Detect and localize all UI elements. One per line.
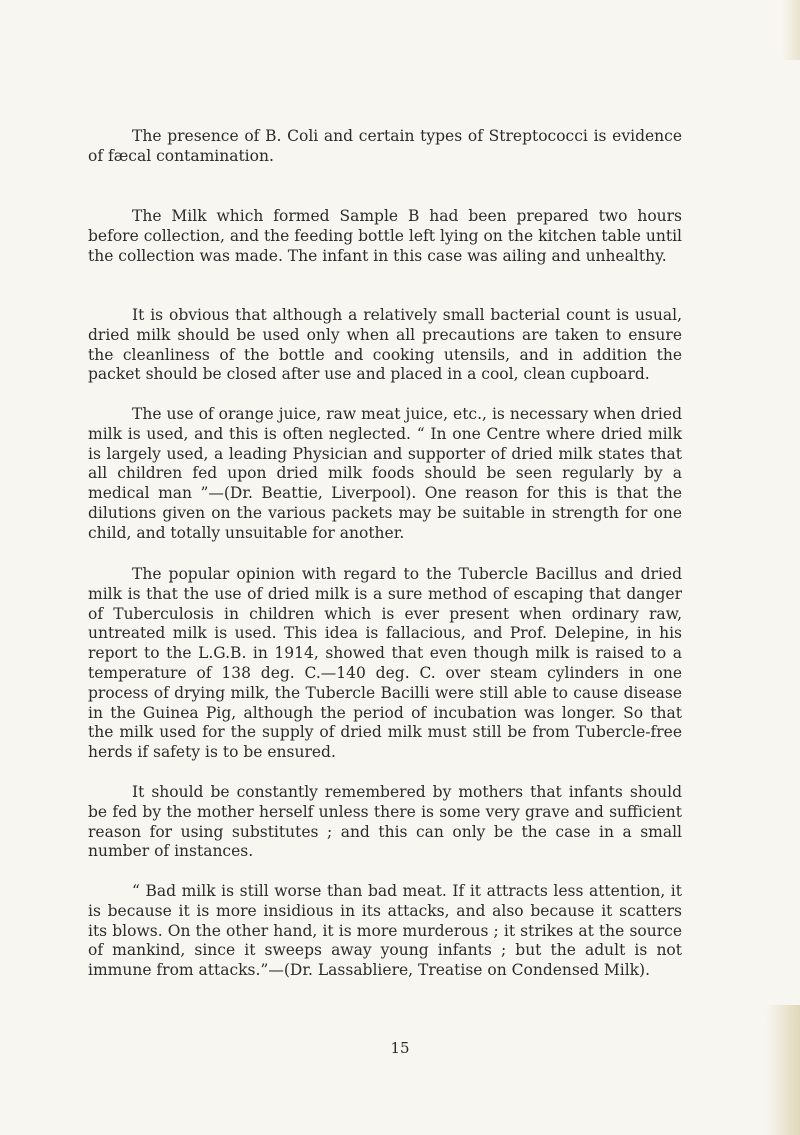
paragraph-mothers: It should be constantly remembered by mothers that infants should be fed by the mother herself unless there is some very grave and sufficient reason for using substitutes ; and this can only be the case in a small number of instances. — [88, 783, 682, 861]
paragraph-precautions: It is obvious that although a relatively small bacterial count is usual, dried milk should be used only when all precautions are taken to ensure the cleanliness of the bottle and cooking utensils, and in addition the packet should be closed after use and placed in a cool, clean cupboard. — [88, 306, 682, 384]
paper-stain-bottom — [766, 1005, 800, 1135]
page-number: 15 — [390, 1039, 410, 1057]
paragraph-tubercle-bacillus: The popular opinion with regard to the Tubercle Bacillus and dried milk is that the use of dried milk is a sure method of escaping that danger of Tuberculosis in children which is ever present when ordinary raw, untreated milk is used. This idea is fallacious, and Prof. Delepine, in his report to the L.G.B. in 1914, showed that even though milk is raised to a temperature of 138 deg. C.—140 deg. C. over steam cylinders in one process of drying milk, the Tubercle Bacilli were still able to cause disease in the Guinea Pig, although the period of incubation was longer. So that the milk used for the supply of dried milk must still be from Tubercle-free herds if safety is to be ensured. — [88, 565, 682, 762]
paragraph-sample-b: The Milk which formed Sample B had been prepared two hours before collection, and the feeding bottle left lying on the kitchen table until the collection was made. The infant in this case was ailing and unhealthy. — [88, 207, 682, 265]
paper-stain-top — [782, 0, 800, 60]
paragraph-bcoli: The presence of B. Coli and certain types of Streptococci is evidence of fæcal contamination. — [88, 127, 682, 165]
paragraph-orange-juice: The use of orange juice, raw meat juice, etc., is necessary when dried milk is used, and this is often neglected. “ In one Centre where dried milk is largely used, a leading Physician and supporter of dried milk states that all children fed upon dried milk foods should be seen regularly by a medical man ”—(Dr. Beattie, Liverpool). One reason for this is that the dilutions given on the various packets may be suitable in strength for one child, and totally unsuitable for another. — [88, 405, 682, 542]
paragraph-bad-milk-quote: “ Bad milk is still worse than bad meat. If it attracts less attention, it is because it is more insidious in its attacks, and also because it scatters its blows. On the other hand, it is more murderous ; it strikes at the source of mankind, since it sweeps away young infants ; but the adult is not immune from attacks.”—(Dr. Lassabliere, Treatise on Condensed Milk). — [88, 882, 682, 980]
